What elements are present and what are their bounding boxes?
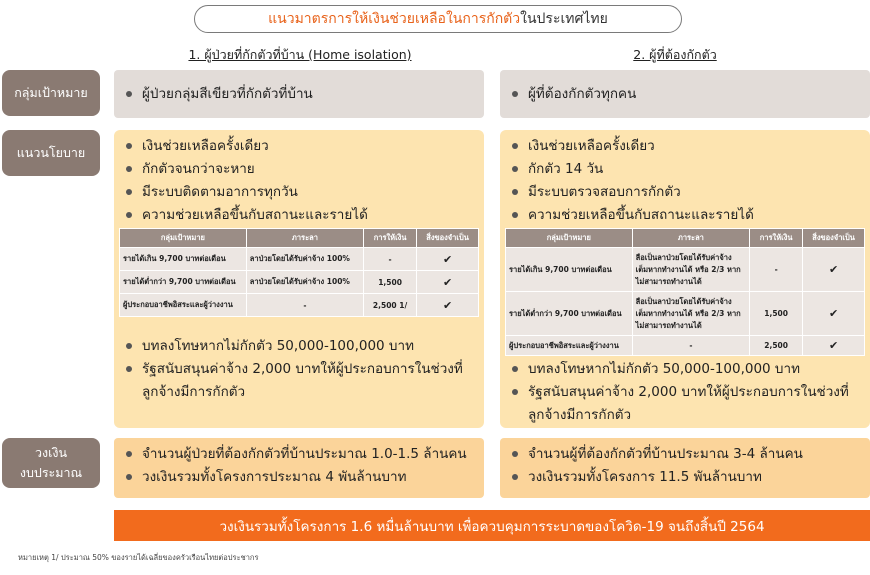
check-icon: ✔ bbox=[803, 292, 865, 336]
bullet-icon bbox=[512, 189, 518, 195]
budget-label-line1: วงเงิน bbox=[34, 445, 68, 460]
table-row bbox=[120, 271, 479, 294]
policy-home-bullet-6: รัฐสนับสนุนค่าจ้าง 2,000 บาทให้ผู้ประกอบการในช่วงที่ลูกจ้างมีการกักตัว bbox=[126, 358, 476, 404]
table-cell: - bbox=[246, 294, 363, 317]
policy-quarantine-bullet-4: ความช่วยเหลือขึ้นกับสถานะและรายได้ bbox=[512, 204, 754, 227]
bullet-icon bbox=[512, 451, 518, 457]
column-header-home: 1. ผู้ป่วยที่กักตัวที่บ้าน (Home isolation) bbox=[188, 47, 412, 62]
bullet-icon bbox=[512, 474, 518, 480]
table-cell: ลาป่วยโดยได้รับค่าจ้าง 100% bbox=[246, 248, 363, 271]
table-header: สิ่งของจำเป็น bbox=[417, 229, 479, 248]
row-label-policy: แนวนโยบาย bbox=[2, 130, 100, 176]
policy-quarantine-table bbox=[505, 228, 865, 356]
budget-quarantine-item-2: วงเงินรวมทั้งโครงการ 11.5 พันล้านบาท bbox=[512, 466, 870, 489]
table-cell: 1,500 bbox=[750, 292, 803, 336]
policy-quarantine-bullet-3: มีระบบตรวจสอบการกักตัว bbox=[512, 181, 754, 204]
table-cell: - bbox=[750, 248, 803, 292]
total-budget-banner: วงเงินรวมทั้งโครงการ 1.6 หมื่นล้านบาท เพื่อควบคุมการระบาดของโควิด-19 จนถึงสิ้นปี 2564 bbox=[114, 510, 870, 541]
policy-home-bullet-2: กักตัวจนกว่าจะหาย bbox=[126, 158, 368, 181]
budget-box-home bbox=[114, 438, 484, 498]
bullet-icon bbox=[126, 91, 132, 97]
target-box-quarantine bbox=[500, 70, 870, 118]
title-part2: ในประเทศไทย bbox=[520, 11, 608, 27]
bullet-icon bbox=[126, 166, 132, 172]
table-header: กลุ่มเป้าหมาย bbox=[120, 229, 247, 248]
bullet-icon bbox=[512, 91, 518, 97]
bullet-icon bbox=[512, 166, 518, 172]
table-cell: รายได้เกิน 9,700 บาทต่อเดือน bbox=[506, 248, 633, 292]
policy-quarantine-bullet-5: บทลงโทษหากไม่กักตัว 50,000-100,000 บาท bbox=[512, 358, 862, 381]
policy-quarantine-bullet-2: กักตัว 14 วัน bbox=[512, 158, 754, 181]
bullet-icon bbox=[126, 474, 132, 480]
policy-box-quarantine bbox=[500, 130, 870, 428]
table-row bbox=[506, 336, 865, 356]
table-row bbox=[120, 294, 479, 317]
target-item-quarantine: ผู้ที่ต้องกักตัวทุกคน bbox=[512, 83, 636, 106]
table-cell: ลือเป็นลาป่วยโดยได้รับค่าจ้าง เต็มหากทำงานได้ หรือ 2/3 หากไม่สามารถทำงานได้ bbox=[632, 248, 749, 292]
table-cell: 2,500 1/ bbox=[364, 294, 417, 317]
budget-quarantine-item-1: จำนวนผู้ที่ต้องกักตัวที่บ้านประมาณ 3-4 ล้านคน bbox=[512, 443, 870, 466]
table-cell: รายได้ต่ำกว่า 9,700 บาทต่อเดือน bbox=[120, 271, 247, 294]
table-header: การให้เงิน bbox=[750, 229, 803, 248]
policy-home-table bbox=[119, 228, 479, 317]
footnote: หมายเหตุ 1/ ประมาณ 50% ของรายได้เฉลี่ยของครัวเรือนไทยต่อประชากร bbox=[18, 553, 259, 562]
check-icon: ✔ bbox=[417, 248, 479, 271]
table-header-row bbox=[506, 229, 865, 248]
policy-home-bullet-4: ความช่วยเหลือขึ้นกับสถานะและรายได้ bbox=[126, 204, 368, 227]
table-header: สิ่งของจำเป็น bbox=[803, 229, 865, 248]
bullet-icon bbox=[512, 366, 518, 372]
bullet-icon bbox=[126, 143, 132, 149]
policy-home-bullet-5: บทลงโทษหากไม่กักตัว 50,000-100,000 บาท bbox=[126, 335, 476, 358]
table-cell: ผู้ประกอบอาชีพอิสระและผู้ว่างงาน bbox=[120, 294, 247, 317]
bullet-icon bbox=[512, 212, 518, 218]
policy-quarantine-bullet-1: เงินช่วยเหลือครั้งเดียว bbox=[512, 135, 754, 158]
check-icon: ✔ bbox=[417, 294, 479, 317]
page-title bbox=[194, 5, 682, 33]
table-row bbox=[506, 292, 865, 336]
table-cell: - bbox=[632, 336, 749, 356]
table-header-row bbox=[120, 229, 479, 248]
policy-home-bullet-3: มีระบบติดตามอาการทุกวัน bbox=[126, 181, 368, 204]
table-header: ภาระลา bbox=[246, 229, 363, 248]
bullet-icon bbox=[512, 143, 518, 149]
bullet-icon bbox=[126, 189, 132, 195]
check-icon: ✔ bbox=[803, 336, 865, 356]
target-box-home bbox=[114, 70, 484, 118]
bullet-icon bbox=[512, 389, 518, 395]
table-header: การให้เงิน bbox=[364, 229, 417, 248]
bullet-icon bbox=[126, 343, 132, 349]
policy-box-home bbox=[114, 130, 484, 428]
check-icon: ✔ bbox=[803, 248, 865, 292]
bullet-icon bbox=[126, 212, 132, 218]
title-part1: แนวมาตรการให้เงินช่วยเหลือในการกักตัว bbox=[268, 11, 521, 27]
table-cell: 2,500 bbox=[750, 336, 803, 356]
row-label-budget bbox=[2, 438, 100, 488]
column-header-quarantine: 2. ผู้ที่ต้องกักตัว bbox=[633, 47, 717, 62]
table-row bbox=[120, 248, 479, 271]
budget-home-item-1: จำนวนผู้ป่วยที่ต้องกักตัวที่บ้านประมาณ 1.0-1.5 ล้านคน bbox=[126, 443, 484, 466]
policy-home-bullet-1: เงินช่วยเหลือครั้งเดียว bbox=[126, 135, 368, 158]
table-cell: รายได้เกิน 9,700 บาทต่อเดือน bbox=[120, 248, 247, 271]
table-header: ภาระลา bbox=[632, 229, 749, 248]
budget-label-line2: งบประมาณ bbox=[19, 465, 83, 480]
table-cell: ลือเป็นลาป่วยโดยได้รับค่าจ้าง เต็มหากทำงานได้ หรือ 2/3 หากไม่สามารถทำงานได้ bbox=[632, 292, 749, 336]
budget-box-quarantine bbox=[500, 438, 870, 498]
table-row bbox=[506, 248, 865, 292]
budget-home-item-2: วงเงินรวมทั้งโครงการประมาณ 4 พันล้านบาท bbox=[126, 466, 484, 489]
table-cell: 1,500 bbox=[364, 271, 417, 294]
policy-quarantine-bullet-6: รัฐสนับสนุนค่าจ้าง 2,000 บาทให้ผู้ประกอบการในช่วงที่ลูกจ้างมีการกักตัว bbox=[512, 381, 862, 427]
table-cell: ผู้ประกอบอาชีพอิสระและผู้ว่างงาน bbox=[506, 336, 633, 356]
check-icon: ✔ bbox=[417, 271, 479, 294]
table-cell: ลาป่วยโดยได้รับค่าจ้าง 100% bbox=[246, 271, 363, 294]
bullet-icon bbox=[126, 451, 132, 457]
table-header: กลุ่มเป้าหมาย bbox=[506, 229, 633, 248]
table-cell: รายได้ต่ำกว่า 9,700 บาทต่อเดือน bbox=[506, 292, 633, 336]
table-cell: - bbox=[364, 248, 417, 271]
target-item-home: ผู้ป่วยกลุ่มสีเขียวที่กักตัวที่บ้าน bbox=[126, 83, 313, 106]
row-label-target: กลุ่มเป้าหมาย bbox=[2, 70, 100, 116]
bullet-icon bbox=[126, 366, 132, 372]
